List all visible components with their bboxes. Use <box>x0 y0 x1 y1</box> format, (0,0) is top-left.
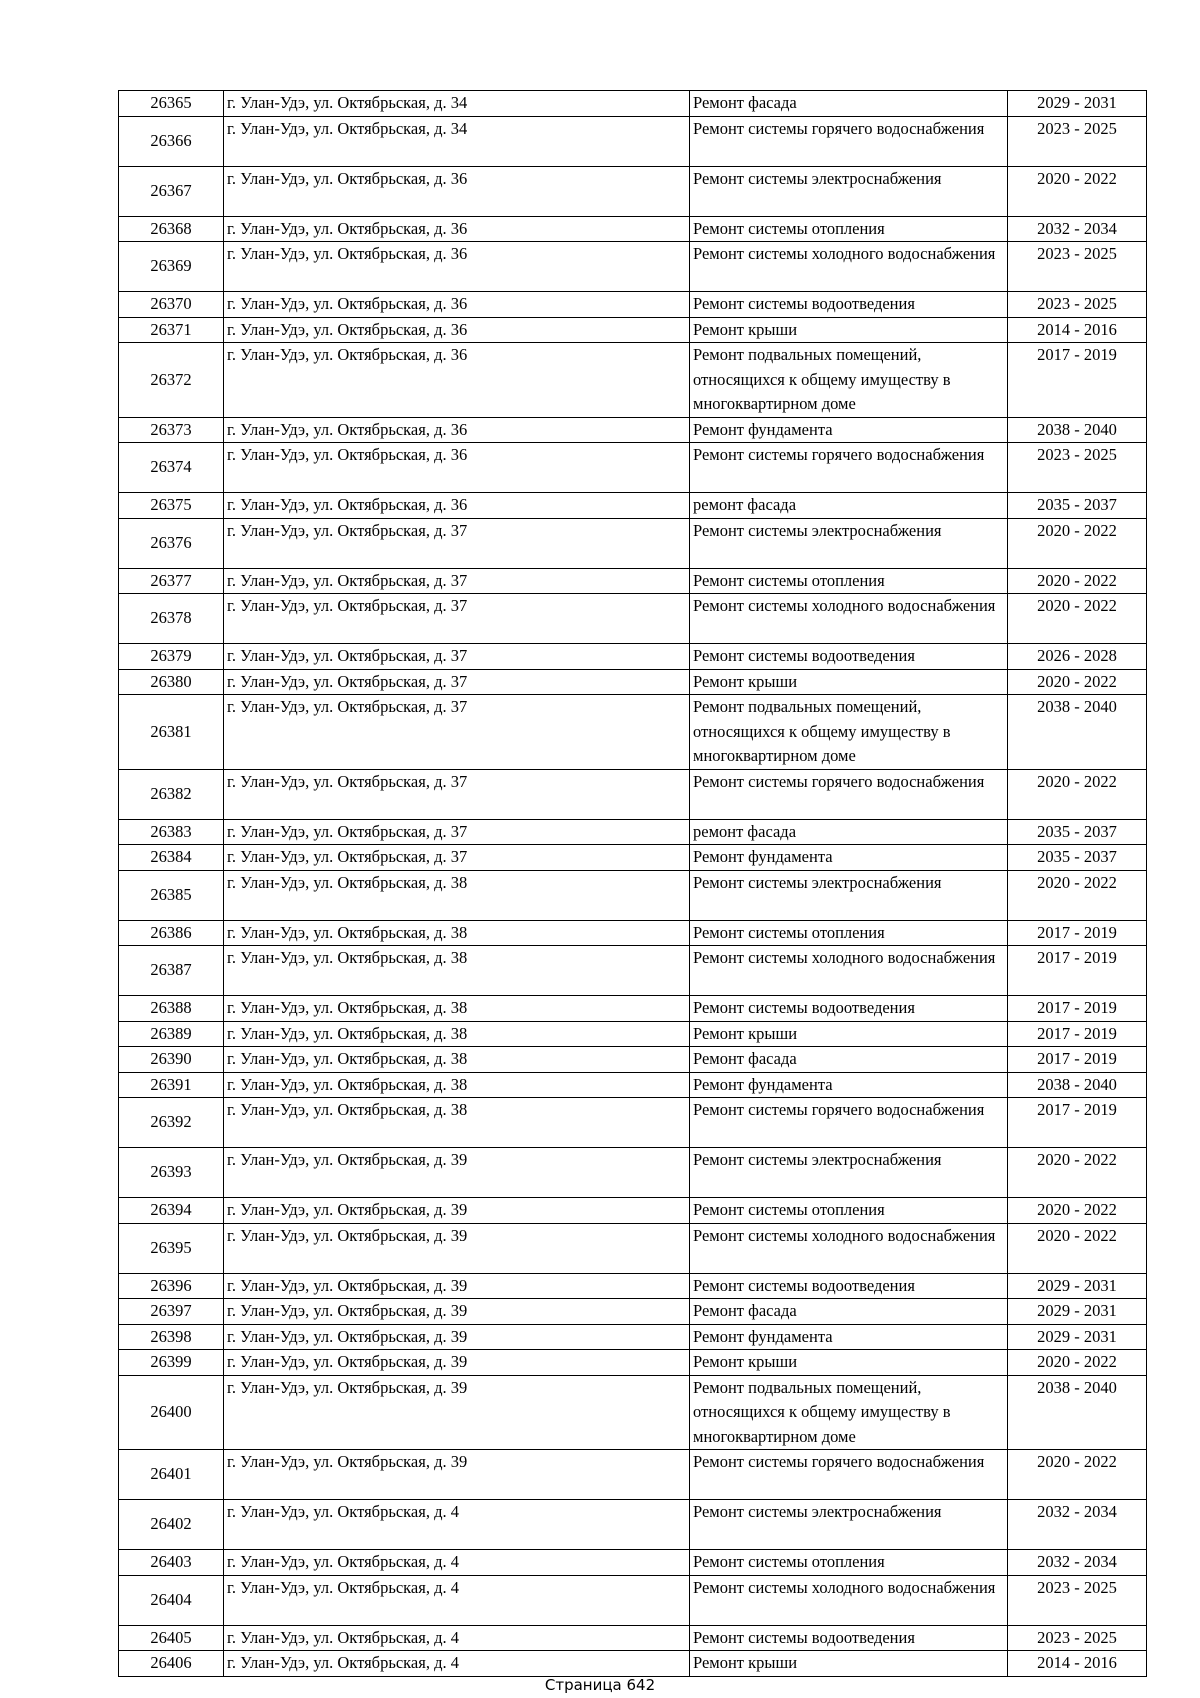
row-number: 26395 <box>119 1223 224 1273</box>
row-address: г. Улан-Удэ, ул. Октябрьская, д. 37 <box>224 644 690 670</box>
works-table-body <box>119 91 1147 1677</box>
table-row <box>119 343 1147 418</box>
row-address: г. Улан-Удэ, ул. Октябрьская, д. 4 <box>224 1575 690 1625</box>
row-number: 26398 <box>119 1324 224 1350</box>
table-row <box>119 1575 1147 1625</box>
row-address: г. Улан-Удэ, ул. Октябрьская, д. 36 <box>224 317 690 343</box>
row-period: 2023 - 2025 <box>1008 116 1147 166</box>
row-number: 26403 <box>119 1550 224 1576</box>
row-number: 26406 <box>119 1651 224 1677</box>
row-address: г. Улан-Удэ, ул. Октябрьская, д. 39 <box>224 1324 690 1350</box>
row-number: 26374 <box>119 443 224 493</box>
table-row <box>119 819 1147 845</box>
row-address: г. Улан-Удэ, ул. Октябрьская, д. 37 <box>224 819 690 845</box>
row-period: 2029 - 2031 <box>1008 91 1147 117</box>
row-period: 2023 - 2025 <box>1008 443 1147 493</box>
row-address: г. Улан-Удэ, ул. Октябрьская, д. 39 <box>224 1350 690 1376</box>
table-row <box>119 1021 1147 1047</box>
row-number: 26375 <box>119 493 224 519</box>
row-period: 2035 - 2037 <box>1008 493 1147 519</box>
table-row <box>119 568 1147 594</box>
row-work-type: Ремонт системы водоотведения <box>690 1625 1008 1651</box>
row-number: 26386 <box>119 920 224 946</box>
row-address: г. Улан-Удэ, ул. Октябрьская, д. 34 <box>224 116 690 166</box>
table-row <box>119 116 1147 166</box>
table-row <box>119 644 1147 670</box>
table-row <box>119 695 1147 770</box>
table-row <box>119 669 1147 695</box>
row-period: 2029 - 2031 <box>1008 1273 1147 1299</box>
table-row <box>119 417 1147 443</box>
row-period: 2017 - 2019 <box>1008 1047 1147 1073</box>
row-period: 2038 - 2040 <box>1008 417 1147 443</box>
row-number: 26372 <box>119 343 224 418</box>
row-number: 26402 <box>119 1500 224 1550</box>
table-row <box>119 1350 1147 1376</box>
row-work-type: Ремонт системы отопления <box>690 1550 1008 1576</box>
row-work-type: Ремонт системы холодного водоснабжения <box>690 946 1008 996</box>
table-row <box>119 1550 1147 1576</box>
row-period: 2038 - 2040 <box>1008 1072 1147 1098</box>
row-period: 2032 - 2034 <box>1008 1550 1147 1576</box>
row-address: г. Улан-Удэ, ул. Октябрьская, д. 39 <box>224 1223 690 1273</box>
table-row <box>119 1072 1147 1098</box>
table-row <box>119 1450 1147 1500</box>
row-number: 26393 <box>119 1148 224 1198</box>
table-row <box>119 1148 1147 1198</box>
table-row <box>119 1299 1147 1325</box>
row-period: 2017 - 2019 <box>1008 1021 1147 1047</box>
row-address: г. Улан-Удэ, ул. Октябрьская, д. 39 <box>224 1299 690 1325</box>
row-work-type: Ремонт крыши <box>690 1350 1008 1376</box>
row-address: г. Улан-Удэ, ул. Октябрьская, д. 38 <box>224 996 690 1022</box>
row-number: 26370 <box>119 292 224 318</box>
row-work-type: Ремонт фасада <box>690 1047 1008 1073</box>
row-number: 26392 <box>119 1098 224 1148</box>
row-number: 26396 <box>119 1273 224 1299</box>
row-work-type: Ремонт системы электроснабжения <box>690 518 1008 568</box>
row-period: 2020 - 2022 <box>1008 1198 1147 1224</box>
row-work-type: Ремонт системы отопления <box>690 216 1008 242</box>
row-period: 2020 - 2022 <box>1008 594 1147 644</box>
row-period: 2023 - 2025 <box>1008 1575 1147 1625</box>
table-row <box>119 1223 1147 1273</box>
row-address: г. Улан-Удэ, ул. Октябрьская, д. 37 <box>224 845 690 871</box>
row-work-type: Ремонт фундамента <box>690 845 1008 871</box>
row-address: г. Улан-Удэ, ул. Октябрьская, д. 38 <box>224 920 690 946</box>
row-work-type: Ремонт системы горячего водоснабжения <box>690 443 1008 493</box>
row-work-type: Ремонт системы холодного водоснабжения <box>690 242 1008 292</box>
table-row <box>119 91 1147 117</box>
row-work-type: Ремонт системы водоотведения <box>690 644 1008 670</box>
row-number: 26365 <box>119 91 224 117</box>
row-address: г. Улан-Удэ, ул. Октябрьская, д. 37 <box>224 769 690 819</box>
row-work-type: Ремонт системы электроснабжения <box>690 166 1008 216</box>
row-number: 26391 <box>119 1072 224 1098</box>
table-row <box>119 1198 1147 1224</box>
row-number: 26384 <box>119 845 224 871</box>
row-number: 26387 <box>119 946 224 996</box>
row-address: г. Улан-Удэ, ул. Октябрьская, д. 36 <box>224 242 690 292</box>
table-row <box>119 292 1147 318</box>
row-address: г. Улан-Удэ, ул. Октябрьская, д. 39 <box>224 1273 690 1299</box>
row-address: г. Улан-Удэ, ул. Октябрьская, д. 38 <box>224 1072 690 1098</box>
row-period: 2032 - 2034 <box>1008 1500 1147 1550</box>
row-period: 2023 - 2025 <box>1008 242 1147 292</box>
table-row <box>119 166 1147 216</box>
row-work-type: Ремонт системы горячего водоснабжения <box>690 1098 1008 1148</box>
page-number: Страница 642 <box>544 1676 656 1694</box>
row-address: г. Улан-Удэ, ул. Октябрьская, д. 36 <box>224 493 690 519</box>
row-period: 2014 - 2016 <box>1008 1651 1147 1677</box>
table-row <box>119 996 1147 1022</box>
table-row <box>119 242 1147 292</box>
table-row <box>119 1324 1147 1350</box>
row-work-type: Ремонт системы водоотведения <box>690 1273 1008 1299</box>
row-number: 26367 <box>119 166 224 216</box>
row-period: 2035 - 2037 <box>1008 845 1147 871</box>
row-address: г. Улан-Удэ, ул. Октябрьская, д. 37 <box>224 594 690 644</box>
row-period: 2035 - 2037 <box>1008 819 1147 845</box>
row-period: 2017 - 2019 <box>1008 946 1147 996</box>
row-period: 2023 - 2025 <box>1008 1625 1147 1651</box>
row-address: г. Улан-Удэ, ул. Октябрьская, д. 36 <box>224 343 690 418</box>
row-address: г. Улан-Удэ, ул. Октябрьская, д. 4 <box>224 1550 690 1576</box>
row-period: 2017 - 2019 <box>1008 996 1147 1022</box>
row-work-type: Ремонт системы водоотведения <box>690 292 1008 318</box>
table-row <box>119 443 1147 493</box>
row-number: 26383 <box>119 819 224 845</box>
row-address: г. Улан-Удэ, ул. Октябрьская, д. 39 <box>224 1148 690 1198</box>
row-number: 26401 <box>119 1450 224 1500</box>
table-row <box>119 1273 1147 1299</box>
row-number: 26388 <box>119 996 224 1022</box>
table-row <box>119 1375 1147 1450</box>
row-address: г. Улан-Удэ, ул. Октябрьская, д. 36 <box>224 292 690 318</box>
row-number: 26369 <box>119 242 224 292</box>
row-work-type: Ремонт системы электроснабжения <box>690 1148 1008 1198</box>
row-period: 2020 - 2022 <box>1008 518 1147 568</box>
table-row <box>119 946 1147 996</box>
row-period: 2029 - 2031 <box>1008 1299 1147 1325</box>
table-row <box>119 870 1147 920</box>
row-work-type: Ремонт подвальных помещений, относящихся к общему имуществу в многоквартирном доме <box>690 343 1008 418</box>
row-work-type: Ремонт крыши <box>690 1021 1008 1047</box>
row-period: 2020 - 2022 <box>1008 166 1147 216</box>
row-period: 2020 - 2022 <box>1008 1223 1147 1273</box>
row-work-type: ремонт фасада <box>690 819 1008 845</box>
table-row <box>119 920 1147 946</box>
row-number: 26368 <box>119 216 224 242</box>
row-number: 26377 <box>119 568 224 594</box>
row-number: 26389 <box>119 1021 224 1047</box>
row-address: г. Улан-Удэ, ул. Октябрьская, д. 36 <box>224 166 690 216</box>
row-work-type: Ремонт фундамента <box>690 1324 1008 1350</box>
row-period: 2020 - 2022 <box>1008 669 1147 695</box>
row-period: 2038 - 2040 <box>1008 1375 1147 1450</box>
row-number: 26376 <box>119 518 224 568</box>
row-number: 26371 <box>119 317 224 343</box>
row-address: г. Улан-Удэ, ул. Октябрьская, д. 39 <box>224 1450 690 1500</box>
row-address: г. Улан-Удэ, ул. Октябрьская, д. 39 <box>224 1375 690 1450</box>
row-period: 2017 - 2019 <box>1008 1098 1147 1148</box>
row-work-type: Ремонт системы отопления <box>690 920 1008 946</box>
row-address: г. Улан-Удэ, ул. Октябрьская, д. 4 <box>224 1625 690 1651</box>
row-work-type: Ремонт системы холодного водоснабжения <box>690 1575 1008 1625</box>
table-row <box>119 317 1147 343</box>
row-number: 26382 <box>119 769 224 819</box>
table-row <box>119 769 1147 819</box>
row-number: 26397 <box>119 1299 224 1325</box>
row-work-type: Ремонт системы отопления <box>690 568 1008 594</box>
row-period: 2026 - 2028 <box>1008 644 1147 670</box>
row-number: 26381 <box>119 695 224 770</box>
table-row <box>119 518 1147 568</box>
row-period: 2020 - 2022 <box>1008 1450 1147 1500</box>
row-address: г. Улан-Удэ, ул. Октябрьская, д. 37 <box>224 568 690 594</box>
table-row <box>119 1500 1147 1550</box>
row-number: 26404 <box>119 1575 224 1625</box>
row-work-type: Ремонт крыши <box>690 317 1008 343</box>
row-work-type: Ремонт фасада <box>690 91 1008 117</box>
row-number: 26400 <box>119 1375 224 1450</box>
row-period: 2017 - 2019 <box>1008 920 1147 946</box>
row-work-type: Ремонт фундамента <box>690 1072 1008 1098</box>
row-period: 2014 - 2016 <box>1008 317 1147 343</box>
row-period: 2020 - 2022 <box>1008 568 1147 594</box>
row-work-type: Ремонт системы электроснабжения <box>690 1500 1008 1550</box>
row-address: г. Улан-Удэ, ул. Октябрьская, д. 37 <box>224 669 690 695</box>
row-address: г. Улан-Удэ, ул. Октябрьская, д. 38 <box>224 946 690 996</box>
row-work-type: Ремонт фасада <box>690 1299 1008 1325</box>
row-period: 2020 - 2022 <box>1008 1350 1147 1376</box>
row-address: г. Улан-Удэ, ул. Октябрьская, д. 38 <box>224 870 690 920</box>
row-address: г. Улан-Удэ, ул. Октябрьская, д. 36 <box>224 443 690 493</box>
row-number: 26390 <box>119 1047 224 1073</box>
row-number: 26405 <box>119 1625 224 1651</box>
table-row <box>119 1651 1147 1677</box>
row-address: г. Улан-Удэ, ул. Октябрьская, д. 36 <box>224 417 690 443</box>
row-number: 26379 <box>119 644 224 670</box>
row-period: 2017 - 2019 <box>1008 343 1147 418</box>
row-number: 26366 <box>119 116 224 166</box>
row-address: г. Улан-Удэ, ул. Октябрьская, д. 38 <box>224 1047 690 1073</box>
row-address: г. Улан-Удэ, ул. Октябрьская, д. 37 <box>224 695 690 770</box>
row-work-type: Ремонт фундамента <box>690 417 1008 443</box>
row-work-type: Ремонт системы холодного водоснабжения <box>690 594 1008 644</box>
row-work-type: Ремонт системы электроснабжения <box>690 870 1008 920</box>
row-work-type: ремонт фасада <box>690 493 1008 519</box>
table-row <box>119 216 1147 242</box>
row-period: 2038 - 2040 <box>1008 695 1147 770</box>
row-address: г. Улан-Удэ, ул. Октябрьская, д. 37 <box>224 518 690 568</box>
row-address: г. Улан-Удэ, ул. Октябрьская, д. 4 <box>224 1500 690 1550</box>
row-work-type: Ремонт системы горячего водоснабжения <box>690 1450 1008 1500</box>
table-row <box>119 1047 1147 1073</box>
row-period: 2029 - 2031 <box>1008 1324 1147 1350</box>
table-row <box>119 594 1147 644</box>
row-work-type: Ремонт системы отопления <box>690 1198 1008 1224</box>
row-address: г. Улан-Удэ, ул. Октябрьская, д. 38 <box>224 1021 690 1047</box>
row-work-type: Ремонт системы горячего водоснабжения <box>690 769 1008 819</box>
row-period: 2023 - 2025 <box>1008 292 1147 318</box>
table-row <box>119 1625 1147 1651</box>
row-address: г. Улан-Удэ, ул. Октябрьская, д. 34 <box>224 91 690 117</box>
row-work-type: Ремонт крыши <box>690 1651 1008 1677</box>
table-row <box>119 493 1147 519</box>
row-work-type: Ремонт подвальных помещений, относящихся к общему имуществу в многоквартирном доме <box>690 695 1008 770</box>
row-number: 26394 <box>119 1198 224 1224</box>
row-work-type: Ремонт подвальных помещений, относящихся к общему имуществу в многоквартирном доме <box>690 1375 1008 1450</box>
row-period: 2020 - 2022 <box>1008 769 1147 819</box>
row-number: 26373 <box>119 417 224 443</box>
table-row <box>119 845 1147 871</box>
row-number: 26399 <box>119 1350 224 1376</box>
row-address: г. Улан-Удэ, ул. Октябрьская, д. 39 <box>224 1198 690 1224</box>
row-address: г. Улан-Удэ, ул. Октябрьская, д. 4 <box>224 1651 690 1677</box>
row-address: г. Улан-Удэ, ул. Октябрьская, д. 38 <box>224 1098 690 1148</box>
works-table <box>118 90 1147 1677</box>
row-work-type: Ремонт крыши <box>690 669 1008 695</box>
row-period: 2020 - 2022 <box>1008 1148 1147 1198</box>
row-number: 26385 <box>119 870 224 920</box>
row-work-type: Ремонт системы горячего водоснабжения <box>690 116 1008 166</box>
row-period: 2020 - 2022 <box>1008 870 1147 920</box>
row-number: 26380 <box>119 669 224 695</box>
row-work-type: Ремонт системы холодного водоснабжения <box>690 1223 1008 1273</box>
row-number: 26378 <box>119 594 224 644</box>
row-address: г. Улан-Удэ, ул. Октябрьская, д. 36 <box>224 216 690 242</box>
table-row <box>119 1098 1147 1148</box>
row-period: 2032 - 2034 <box>1008 216 1147 242</box>
row-work-type: Ремонт системы водоотведения <box>690 996 1008 1022</box>
